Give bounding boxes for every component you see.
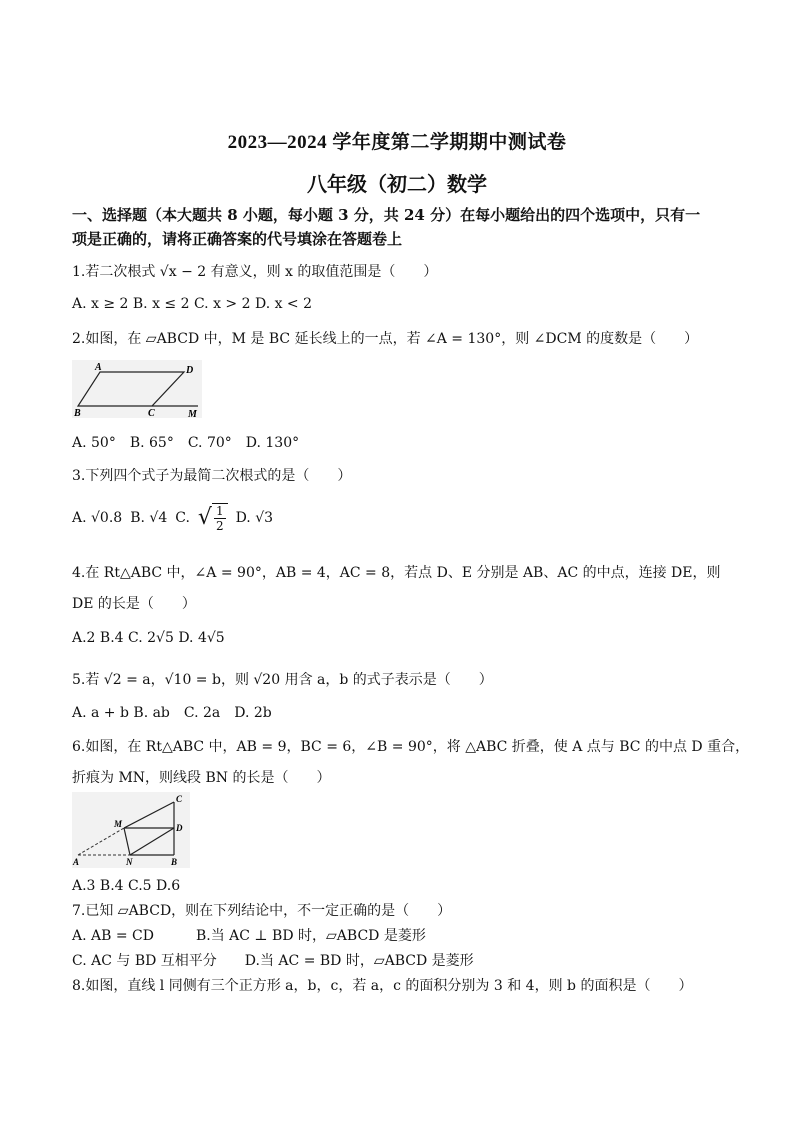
- q6-label-c: C: [176, 794, 183, 804]
- exam-subtitle: 八年级（初二）数学: [307, 174, 487, 196]
- q2-label-b: B: [74, 408, 81, 418]
- exam-title: 2023—2024 学年度第二学期期中测试卷: [227, 132, 567, 153]
- q6-options: A.3 B.4 C.5 D.6: [72, 878, 181, 894]
- q2-label-a: A: [95, 362, 102, 373]
- q6-label-m: M: [114, 819, 123, 829]
- q4-stem-line2: DE 的长是（ ）: [72, 596, 196, 612]
- q2-figure-background: [72, 360, 202, 418]
- q3-option-d: D. √3: [235, 510, 274, 526]
- q7-options-line2: C. AC 与 BD 互相平分 D.当 AC = BD 时，▱ABCD 是菱形: [72, 953, 474, 969]
- q6-label-b: B: [171, 857, 178, 867]
- q2-label-d: D: [186, 365, 194, 376]
- q5-options: A. a + b B. ab C. 2a D. 2b: [72, 705, 272, 721]
- q3-fraction-denominator: 2: [215, 519, 224, 533]
- q2-parallelogram-figure: [72, 360, 202, 418]
- q7-options-line1: A. AB = CD B.当 AC ⊥ BD 时，▱ABCD 是菱形: [72, 928, 426, 944]
- q3-fraction-numerator: 1: [215, 504, 224, 518]
- q6-fold-triangle-figure: [72, 792, 190, 868]
- q3-option-c-prefix: C.: [175, 510, 190, 526]
- q2-options: A. 50° B. 65° C. 70° D. 130°: [72, 435, 300, 451]
- q6-stem-line1: 6.如图，在 Rt△ABC 中，AB = 9，BC = 6，∠B = 90°，将 △ABC 折叠，使 A 点与 BC 的中点 D 重合，: [72, 739, 750, 755]
- q6-label-a: A: [73, 857, 80, 867]
- q7-stem: 7.已知 ▱ABCD，则在下列结论中，不一定正确的是（ ）: [72, 903, 452, 919]
- q3-options: [72, 500, 273, 536]
- q4-stem-line1: 4.在 Rt△ABC 中，∠A = 90°，AB = 4，AC = 8，若点 D、E 分别是 AB、AC 的中点，连接 DE，则: [72, 565, 721, 581]
- q2-label-c: C: [148, 408, 155, 418]
- q5-stem: 5.若 √2 = a，√10 = b，则 √20 用含 a，b 的式子表示是（ ）: [72, 672, 493, 688]
- q1-stem: 1.若二次根式 √x − 2 有意义，则 x 的取值范围是（ ）: [72, 264, 438, 280]
- q8-stem: 8.如图，直线 l 同侧有三个正方形 a，b，c，若 a，c 的面积分别为 3 和 4，则 b 的面积是（ ）: [72, 978, 693, 994]
- section-heading-line2: 项是正确的，请将正确答案的代号填涂在答题卷上: [72, 230, 403, 248]
- q4-options: A.2 B.4 C. 2√5 D. 4√5: [72, 630, 225, 646]
- q3-stem: 3.下列四个式子为最简二次根式的是（ ）: [72, 468, 352, 484]
- q3-option-b: B. √4: [130, 510, 168, 526]
- q3-option-c-radical: [198, 503, 228, 533]
- q6-label-d: D: [176, 823, 183, 833]
- q2-label-m: M: [188, 409, 197, 418]
- q2-stem: 2.如图，在 ▱ABCD 中，M 是 BC 延长线上的一点，若 ∠A = 130°，则 ∠DCM 的度数是（ ）: [72, 331, 699, 347]
- section-heading-line1: 一、选择题（本大题共 8 小题，每小题 3 分，共 24 分）在每小题给出的四个选项中，只有一: [72, 206, 701, 224]
- q6-stem-line2: 折痕为 MN，则线段 BN 的长是（ ）: [72, 770, 331, 786]
- q6-label-n: N: [126, 857, 133, 867]
- q1-options: A. x ≥ 2 B. x ≤ 2 C. x > 2 D. x < 2: [72, 296, 313, 312]
- radical-icon: √: [197, 505, 212, 530]
- section-heading: [72, 203, 732, 251]
- q3-option-a: A. √0.8: [72, 510, 123, 526]
- q3-fraction: [212, 503, 228, 533]
